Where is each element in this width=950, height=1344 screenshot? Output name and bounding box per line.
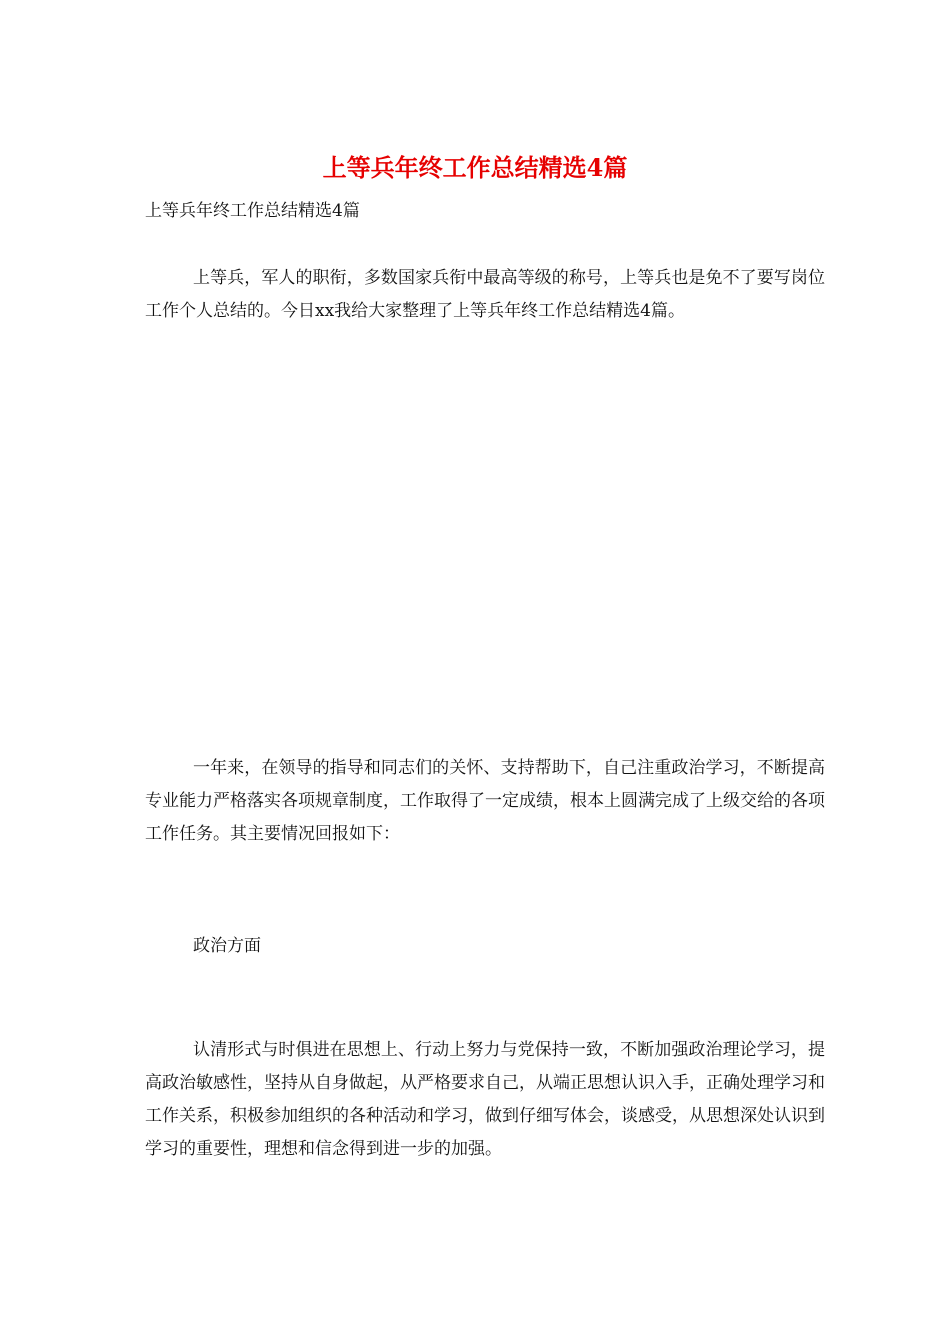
summary-paragraph: 一年来，在领导的指导和同志们的关怀、支持帮助下，自己注重政治学习，不断提高专业能力严格落实各项规章制度，工作取得了一定成绩，根本上圆满完成了上级交给的各项工作任务。其主要情况回报如下： (145, 758, 825, 844)
document-subtitle: 上等兵年终工作总结精选4篇 (145, 201, 360, 221)
intro-paragraph: 上等兵，军人的职衔，多数国家兵衔中最高等级的称号，上等兵也是免不了要写岗位工作个人总结的。今日xx我给大家整理了上等兵年终工作总结精选4篇。 (145, 268, 825, 321)
document-title: 上等兵年终工作总结精选4篇 (322, 153, 628, 182)
section-heading-politics: 政治方面 (193, 936, 261, 956)
politics-paragraph: 认清形式与时俱进在思想上、行动上努力与党保持一致，不断加强政治理论学习，提高政治敏感性，坚持从自身做起，从严格要求自己，从端正思想认识入手，正确处理学习和工作关系，积极参加组织的各种活动和学习，做到仔细写体会，谈感受，从思想深处认识到学习的重要性，理想和信念得到进一步的加强。 (145, 1040, 825, 1159)
